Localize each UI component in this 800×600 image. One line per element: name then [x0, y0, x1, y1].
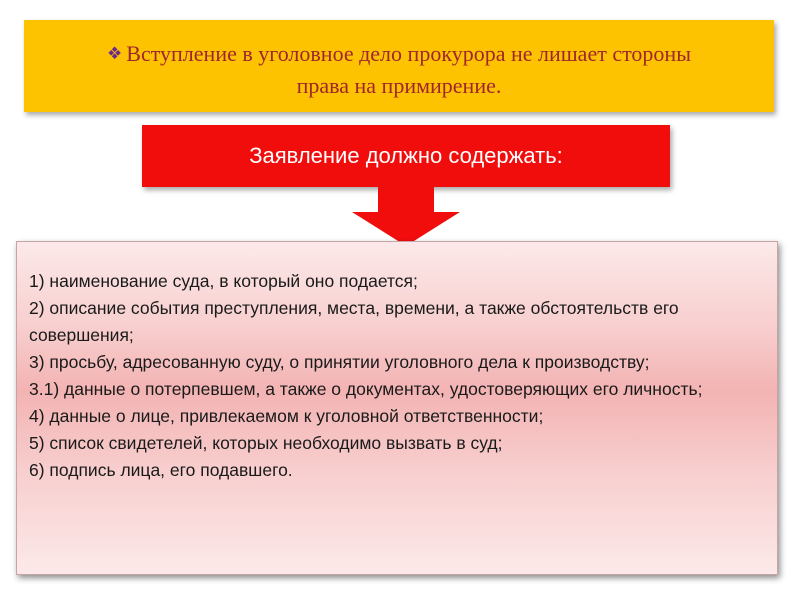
header-line-2: права на примирение.	[296, 73, 502, 98]
header-text	[44, 38, 754, 102]
requirements-list	[16, 241, 778, 575]
down-arrow-icon	[352, 186, 460, 246]
diamond-bullet-icon: ❖	[107, 44, 123, 63]
statement-banner-label: Заявление должно содержать:	[249, 143, 563, 168]
list-item: 2) описание события преступления, места, времени, а также обстоятельств его совершения;	[29, 298, 679, 345]
header-line-1: Вступление в уголовное дело прокурора не лишает стороны	[126, 41, 691, 66]
header-banner	[24, 20, 774, 112]
statement-banner	[142, 125, 670, 187]
list-item: 6) подпись лица, его подавшего.	[29, 460, 293, 480]
list-item: 4) данные о лице, привлекаемом к уголовной ответственности;	[29, 406, 544, 426]
list-item: 3.1) данные о потерпевшем, а также о документах, удостоверяющих его личность;	[29, 379, 703, 399]
list-item: 1) наименование суда, в который оно подается;	[29, 271, 418, 291]
list-item: 3) просьбу, адресованную суду, о принятии уголовного дела к производству;	[29, 352, 650, 372]
list-item: 5) список свидетелей, которых необходимо вызвать в суд;	[29, 433, 503, 453]
